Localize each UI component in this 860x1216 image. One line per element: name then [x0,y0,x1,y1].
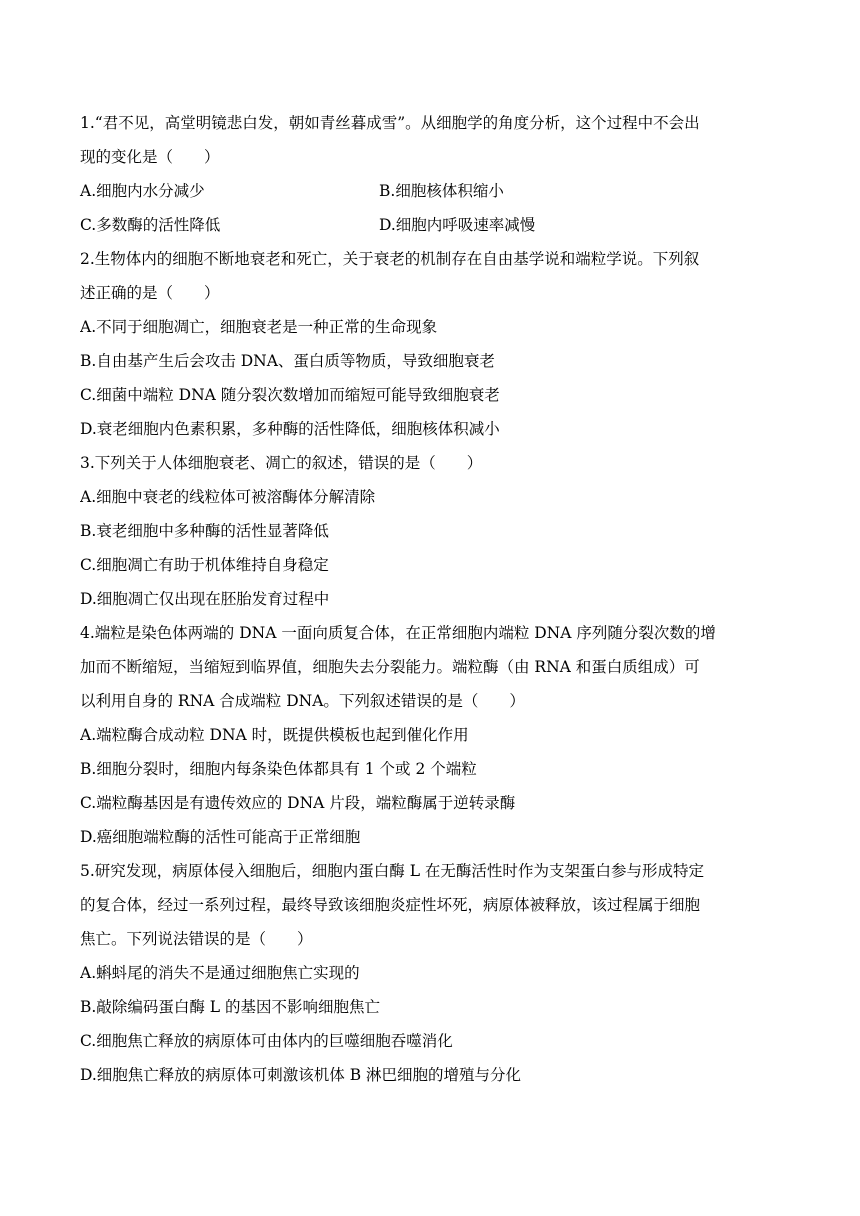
question-5-stem-line-2: 的复合体，经过一系列过程，最终导致该细胞炎症性坏死，病原体被释放，该过程属于细胞 [80,896,701,914]
question-1-option-d: D.细胞内呼吸速率减慢 [379,216,536,234]
question-4-option-d: D.癌细胞端粒酶的活性可能高于正常细胞 [80,828,361,846]
question-2-stem-line-2: 述正确的是（ ） [80,284,220,302]
question-4-stem-line-3: 以利用自身的 RNA 合成端粒 DNA。下列叙述错误的是（ ） [80,692,525,710]
question-1-option-a: A.细胞内水分减少 [80,182,205,200]
question-2-option-a: A.不同于细胞凋亡，细胞衰老是一种正常的生命现象 [80,318,438,336]
question-4-stem-line-1: 4.端粒是染色体两端的 DNA 一面向质复合体，在正常细胞内端粒 DNA 序列随分裂次数的增 [80,624,716,642]
question-3-option-d: D.细胞凋亡仅出现在胚胎发育过程中 [80,590,330,608]
question-1-option-c: C.多数酶的活性降低 [80,216,221,234]
question-5-stem-line-1: 5.研究发现，病原体侵入细胞后，细胞内蛋白酶 L 在无酶活性时作为支架蛋白参与形成特定 [80,862,704,880]
question-1-options-row-2 [80,208,780,242]
question-3-option-a: A.细胞中衰老的线粒体可被溶酶体分解清除 [80,488,376,506]
question-4-option-a: A.端粒酶合成动粒 DNA 时，既提供模板也起到催化作用 [80,726,469,744]
question-5-option-c: C.细胞焦亡释放的病原体可由体内的巨噬细胞吞噬消化 [80,1032,453,1050]
question-4-option-b: B.细胞分裂时，细胞内每条染色体都具有 1 个或 2 个端粒 [80,760,477,778]
question-4-option-c: C.端粒酶基因是有遗传效应的 DNA 片段，端粒酶属于逆转录酶 [80,794,516,812]
question-5 [80,854,780,1092]
question-5-option-b: B.敲除编码蛋白酶 L 的基因不影响细胞焦亡 [80,998,380,1016]
question-4-stem-line-2: 加而不断缩短，当缩短到临界值，细胞失去分裂能力。端粒酶（由 RNA 和蛋白质组成）可 [80,658,700,676]
question-3-option-b: B.衰老细胞中多种酶的活性显著降低 [80,522,329,540]
question-2-stem-line-1: 2.生物体内的细胞不断地衰老和死亡，关于衰老的机制存在自由基学说和端粒学说。下列叙 [80,250,700,268]
question-4 [80,616,780,854]
question-list [80,106,780,1092]
question-3 [80,446,780,616]
question-2-option-c: C.细菌中端粒 DNA 随分裂次数增加而缩短可能导致细胞衰老 [80,386,500,404]
question-3-option-c: C.细胞凋亡有助于机体维持自身稳定 [80,556,329,574]
question-2-option-b: B.自由基产生后会攻击 DNA、蛋白质等物质，导致细胞衰老 [80,352,495,370]
question-1-options-row-1 [80,174,780,208]
question-5-stem-line-3: 焦亡。下列说法错误的是（ ） [80,930,313,948]
question-1 [80,106,780,242]
question-1-stem-line-1: 1.“君不见，高堂明镜悲白发，朝如青丝暮成雪”。从细胞学的角度分析，这个过程中不会出 [80,114,700,132]
question-5-option-a: A.蝌蚪尾的消失不是通过细胞焦亡实现的 [80,964,360,982]
question-2 [80,242,780,446]
question-1-option-b: B.细胞核体积缩小 [379,182,504,200]
question-1-stem-line-2: 现的变化是（ ） [80,148,220,166]
question-5-option-d: D.细胞焦亡释放的病原体可刺激该机体 B 淋巴细胞的增殖与分化 [80,1066,522,1084]
question-2-option-d: D.衰老细胞内色素积累，多种酶的活性降低，细胞核体积减小 [80,420,500,438]
question-3-stem-line-1: 3.下列关于人体细胞衰老、凋亡的叙述，错误的是（ ） [80,454,483,472]
